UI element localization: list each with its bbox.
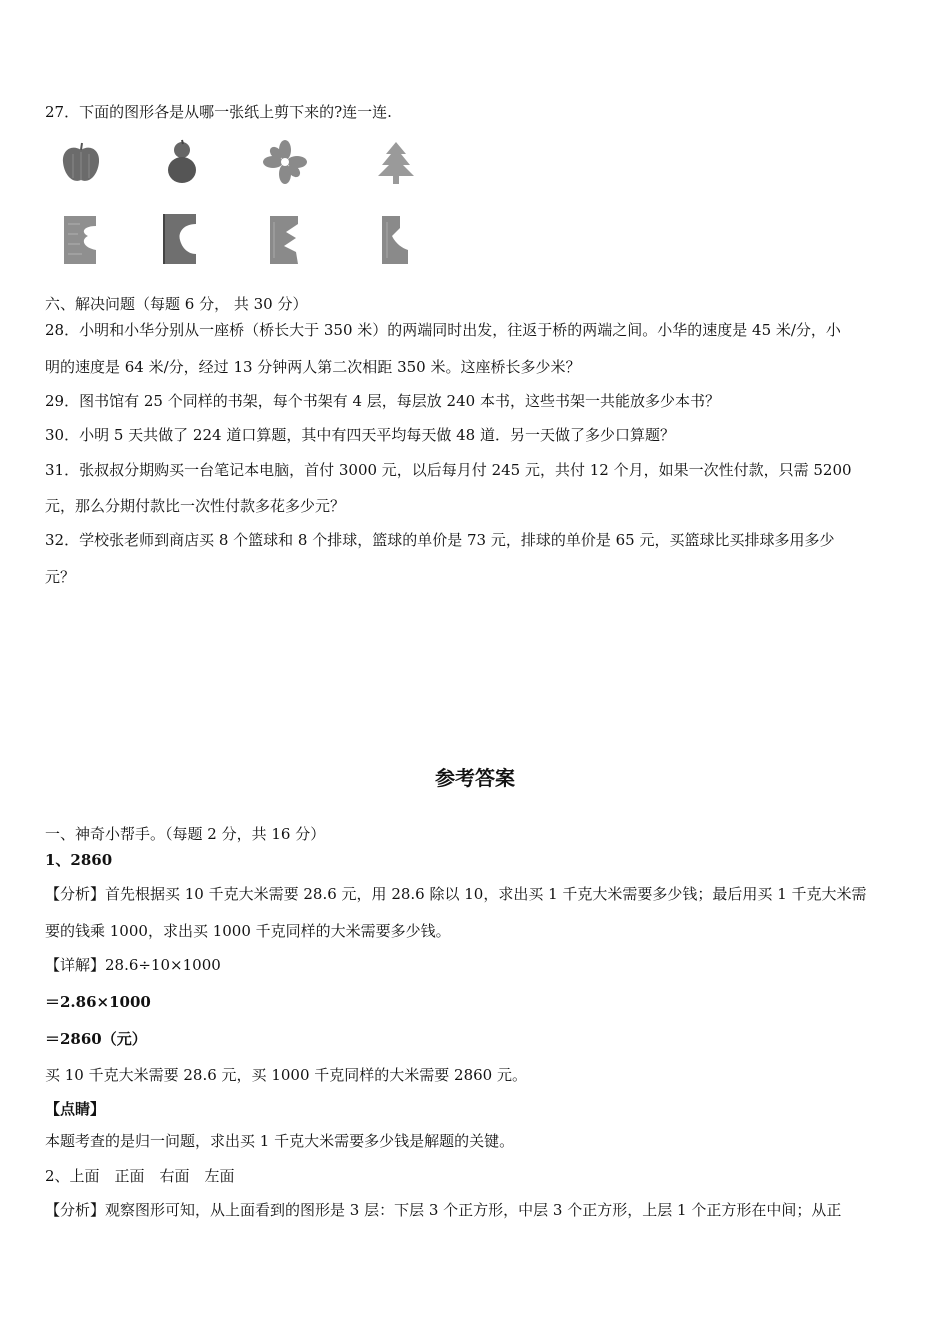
- answer-1-comment: 本题考查的是归一问题，求出买 1 千克大米需要多少钱是解题的关键。: [45, 1132, 515, 1150]
- answer-2: 2、上面 正面 右面 左面: [45, 1167, 235, 1185]
- question-32-line-2: 元？: [45, 568, 76, 586]
- answer-1-step-2: ＝2860（元）: [45, 1030, 147, 1048]
- paper-cutout-4-icon: [378, 214, 412, 266]
- question-29: 29．图书馆有 25 个同样的书架，每个书架有 4 层，每层放 240 本书，这些书架一共能放多少本书？: [45, 392, 720, 410]
- paper-cutout-1-icon: [60, 214, 100, 266]
- gourd-shape-icon: [162, 138, 202, 186]
- tree-shape-icon: [374, 140, 418, 186]
- answer-1-step-1: ＝2.86×1000: [45, 993, 151, 1011]
- answer-1-comment-label: 【点睛】: [45, 1100, 106, 1118]
- question-31-line-2: 元，那么分期付款比一次性付款多花多少元？: [45, 497, 346, 515]
- flower-shape-icon: [262, 140, 308, 184]
- answer-title: 参考答案: [435, 766, 515, 790]
- answer-1-analysis-line-1: 【分析】首先根据买 10 千克大米需要 28.6 元，用 28.6 除以 10，求出买 1 千克大米需要多少钱；最后用买 1 千克大米需: [45, 885, 867, 903]
- question-30: 30．小明 5 天共做了 224 道口算题，其中有四天平均每天做 48 道．另一天做了多少口算题？: [45, 426, 675, 444]
- question-32-line-1: 32．学校张老师到商店买 8 个篮球和 8 个排球，篮球的单价是 73 元，排球的单价是 65 元，买篮球比买排球多用多少: [45, 531, 835, 549]
- paper-cutout-2-icon: [160, 212, 200, 266]
- question-31-line-1: 31．张叔叔分期购买一台笔记本电脑，首付 3000 元，以后每月付 245 元，共付 12 个月，如果一次性付款，只需 5200: [45, 461, 852, 479]
- question-28-line-2: 明的速度是 64 米/分，经过 13 分钟两人第二次相距 350 米。这座桥长多少米？: [45, 358, 581, 376]
- paper-cutout-3-icon: [266, 214, 302, 266]
- question-27: 27．下面的图形各是从哪一张纸上剪下来的?连一连.: [45, 103, 392, 121]
- answer-1-conclusion: 买 10 千克大米需要 28.6 元，买 1000 千克同样的大米需要 2860 元。: [45, 1066, 527, 1084]
- answer-1-analysis-line-2: 要的钱乘 1000，求出买 1000 千克同样的大米需要多少钱。: [45, 922, 451, 940]
- apple-shape-icon: [58, 140, 104, 186]
- section-6-heading: 六、解决问题（每题 6 分， 共 30 分）: [45, 295, 308, 313]
- answer-1-detail: 【详解】28.6÷10×1000: [45, 956, 221, 974]
- answer-1: 1、2860: [45, 851, 113, 869]
- section-1-heading: 一、神奇小帮手。（每题 2 分，共 16 分）: [45, 825, 326, 843]
- answer-2-analysis: 【分析】观察图形可知，从上面看到的图形是 3 层：下层 3 个正方形，中层 3 个正方形，上层 1 个正方形在中间；从正: [45, 1201, 842, 1219]
- question-28-line-1: 28．小明和小华分别从一座桥（桥长大于 350 米）的两端同时出发，往返于桥的两端之间。小华的速度是 45 米/分，小: [45, 321, 841, 339]
